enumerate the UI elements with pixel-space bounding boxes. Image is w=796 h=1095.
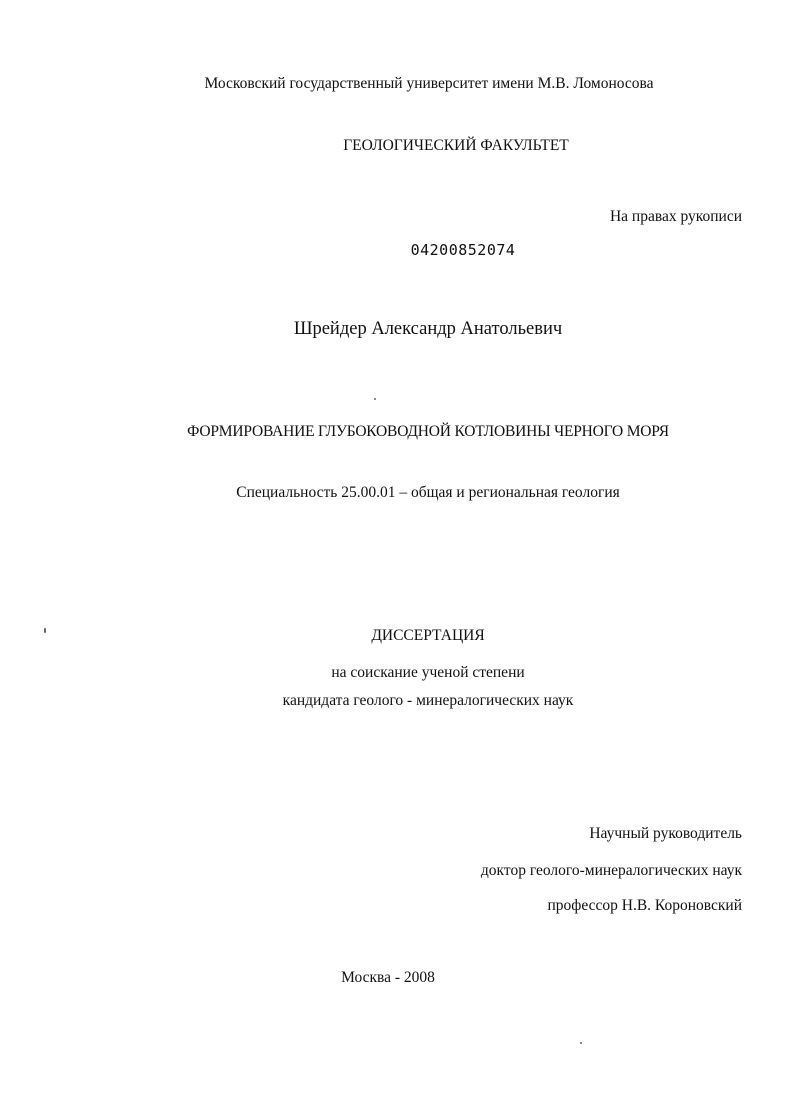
advisor-label: Научный руководитель xyxy=(589,825,742,842)
university-name: Московский государственный университет имени М.В. Ломоносова xyxy=(204,75,654,92)
scan-speck xyxy=(374,398,376,400)
advisor-degree: доктор геолого-минералогических наук xyxy=(480,862,742,879)
scan-speck xyxy=(580,1042,582,1044)
specialty-line: Специальность 25.00.01 – общая и региональная геология xyxy=(236,484,620,501)
city-year: Москва - 2008 xyxy=(341,969,435,986)
dissertation-title: ФОРМИРОВАНИЕ ГЛУБОКОВОДНОЙ КОТЛОВИНЫ ЧЕРНОГО МОРЯ xyxy=(187,423,669,440)
degree-line-1: на соискание ученой степени xyxy=(331,664,525,681)
author-name: Шрейдер Александр Анатольевич xyxy=(293,319,563,339)
manuscript-note: На правах рукописи xyxy=(609,208,742,225)
advisor-name: профессор Н.В. Короновский xyxy=(547,897,742,914)
document-type: ДИССЕРТАЦИЯ xyxy=(371,627,485,644)
degree-line-2: кандидата геолого - минералогических наук xyxy=(282,692,574,709)
faculty-name: ГЕОЛОГИЧЕСКИЙ ФАКУЛЬТЕТ xyxy=(343,137,569,154)
record-number: 04200852074 xyxy=(410,241,516,259)
